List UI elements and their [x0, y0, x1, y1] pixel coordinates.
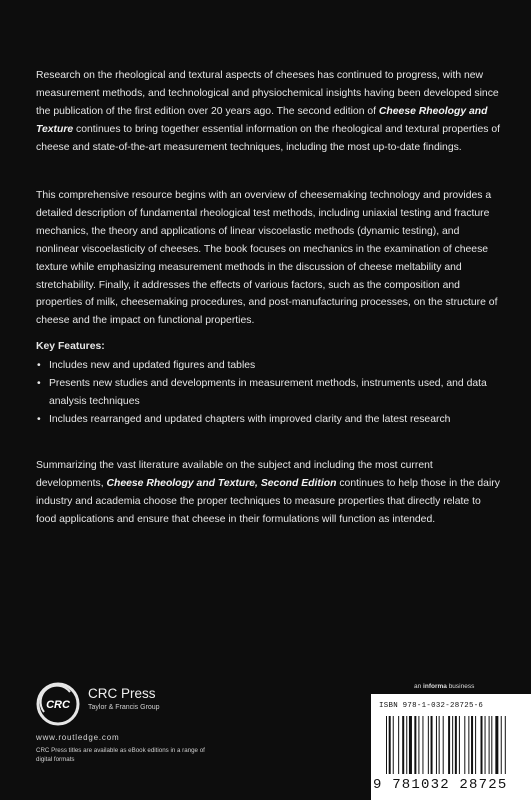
barcode-bar	[452, 716, 453, 774]
key-features-section	[36, 338, 502, 429]
barcode-bar	[471, 716, 473, 774]
description-paragraph-1	[36, 67, 502, 157]
p2-text: This comprehensive resource begins with an overview of cheesemaking technology and provides a detailed description of fundamental rheological test methods, including uniaxial testing and fracture mechanics, the theory and applications of linear viscoelastic methods (dynamic testing), and nonlinear viscoelasticity of cheeses. The book focuses on mechanics in the examination of cheese texture while emphasizing measurement methods in the discussion of cheese meltability and stretchability. Finally, it addresses the effects of various factors, such as the composition and properties of milk, cheesemaking procedures, and post-manufacturing processes, on the structure of cheese and the impact on functional properties.	[36, 190, 498, 327]
p1-text-after: continues to bring together essential information on the rheological and textural properties of cheese and state-of-the-art measurement techniques, including the most up-to-date findings.	[36, 123, 501, 153]
publisher-website: www.routledge.com	[36, 733, 120, 742]
key-feature-item	[36, 411, 502, 429]
bullet-icon: •	[37, 359, 41, 371]
barcode-bar	[398, 716, 399, 774]
barcode-bar	[491, 716, 492, 774]
publisher-group: Taylor & Francis Group	[88, 704, 160, 711]
key-feature-text: Presents new studies and developments in measurement methods, instruments used, and data analysis techniques	[49, 377, 487, 407]
p1-text-before: Research on the rheological and textural aspects of cheeses has continued to progress, with new measurement methods, and technological and physiochemical insights having been developed since the publication of the first edition over 20 years ago. The second edition of	[36, 70, 499, 117]
crc-logo-icon	[36, 682, 80, 726]
informa-prefix: an	[414, 683, 424, 690]
key-features-title: Key Features:	[36, 341, 105, 352]
barcode-bar	[468, 716, 469, 774]
barcode-bar	[436, 716, 437, 774]
key-feature-item	[36, 375, 502, 411]
barcode-bar	[475, 716, 476, 774]
barcode-bar	[389, 716, 391, 774]
barcode-bars	[386, 716, 531, 774]
barcode-bar	[459, 716, 460, 774]
barcode-bar	[428, 716, 429, 774]
description-paragraph-3	[36, 457, 502, 529]
barcode-bar	[443, 716, 444, 774]
barcode-bar	[448, 716, 450, 774]
barcode-bar	[418, 716, 419, 774]
barcode-bar	[501, 716, 502, 774]
barcode-bar	[495, 716, 498, 774]
barcode-bar	[505, 716, 506, 774]
crc-logo-letters: CRC	[46, 699, 70, 711]
barcode-bar	[406, 716, 407, 774]
isbn-barcode	[371, 694, 531, 800]
description-paragraph-2	[36, 187, 502, 330]
barcode-bar	[489, 716, 490, 774]
key-feature-text: Includes new and updated figures and tables	[49, 359, 256, 371]
barcode-bar	[439, 716, 440, 774]
informa-business-tag	[414, 683, 474, 690]
ebook-availability-note: CRC Press titles are available as eBook editions in a range of digital formats	[36, 747, 205, 763]
barcode-bar	[431, 716, 433, 774]
book-title-emphasis: Cheese Rheology and Texture	[36, 105, 488, 135]
barcode-bar	[414, 716, 416, 774]
key-features-list	[36, 357, 502, 429]
barcode-bar	[393, 716, 394, 774]
book-title-edition-emphasis: Cheese Rheology and Texture, Second Edition	[106, 477, 337, 489]
bullet-icon: •	[37, 413, 41, 425]
barcode-bar	[386, 716, 387, 774]
barcode-digits: 9 781032 28725	[373, 777, 508, 793]
key-feature-item	[36, 357, 502, 375]
barcode-bar	[402, 716, 404, 774]
p4-text-after: continues to help those in the dairy industry and academia choose the proper techniques to measure properties that directly relate to food applications and ensure that cheese in their formulations will function as intended.	[36, 477, 500, 525]
barcode-bar	[455, 716, 457, 774]
informa-suffix: business	[446, 683, 475, 690]
key-feature-text: Includes rearranged and updated chapters with improved clarity and the latest research	[49, 413, 451, 425]
barcode-bar	[409, 716, 412, 774]
informa-brand: informa	[423, 683, 447, 690]
p4-text-before: Summarizing the vast literature available on the subject and including the most current developments,	[36, 460, 433, 489]
barcode-bar	[422, 716, 423, 774]
barcode-bar	[464, 716, 465, 774]
bullet-icon: •	[37, 377, 41, 389]
barcode-bar	[481, 716, 483, 774]
isbn-label: ISBN 978-1-032-28725-6	[379, 702, 484, 710]
barcode-bar	[485, 716, 486, 774]
publisher-name: CRC Press	[88, 686, 156, 701]
